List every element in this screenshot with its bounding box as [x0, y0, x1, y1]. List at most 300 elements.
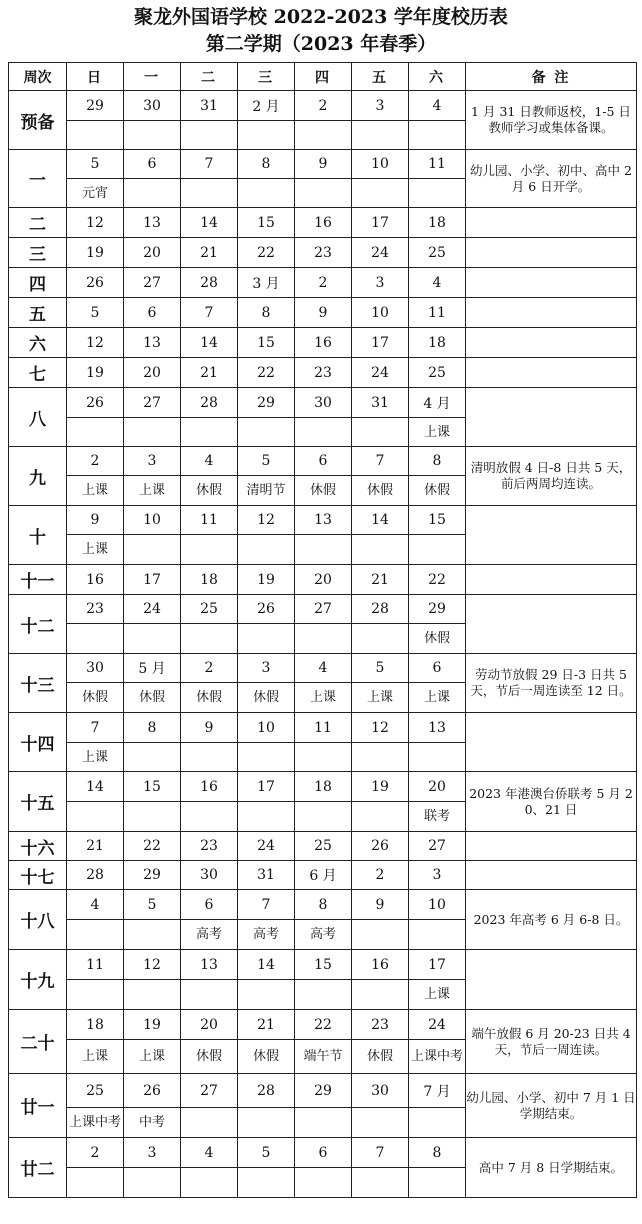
day-cell: 19: [67, 238, 124, 268]
day-event-cell: [181, 121, 238, 150]
day-cell: 18: [295, 772, 352, 802]
day-event-cell: [352, 920, 409, 950]
day-cell: 21: [352, 565, 409, 595]
day-event-cell: 休假: [124, 683, 181, 713]
day-event-cell: [352, 980, 409, 1010]
day-cell: 5 月: [124, 654, 181, 683]
day-cell: 10: [238, 713, 295, 743]
day-cell: 28: [181, 268, 238, 298]
day-event-cell: [352, 418, 409, 447]
week-row: [9, 298, 637, 328]
week-label: 六: [9, 328, 67, 358]
day-cell: 17: [238, 772, 295, 802]
week-label: 八: [9, 388, 67, 447]
day-event-cell: [295, 624, 352, 654]
week-label: 十五: [9, 772, 67, 832]
note-cell: [466, 861, 637, 890]
day-event-cell: 休假: [295, 476, 352, 506]
day-cell: 20: [124, 238, 181, 268]
day-event-cell: 联考: [409, 802, 466, 832]
day-cell: 9: [67, 506, 124, 535]
day-cell: 12: [238, 506, 295, 535]
note-cell: [466, 298, 637, 328]
day-event-cell: [295, 121, 352, 150]
day-event-cell: [238, 980, 295, 1010]
day-cell: 21: [67, 832, 124, 861]
day-cell: 7: [352, 1138, 409, 1168]
day-cell: 18: [409, 208, 466, 238]
day-cell: 25: [181, 595, 238, 624]
day-cell: 3: [352, 91, 409, 121]
week-label: 二: [9, 208, 67, 238]
day-cell: 5: [124, 890, 181, 920]
day-event-cell: [181, 535, 238, 565]
week-label: 十: [9, 506, 67, 565]
title-line-2: 第二学期（2023 年春季）: [205, 33, 437, 55]
day-event-cell: 清明节: [238, 476, 295, 506]
day-event-cell: 上课: [67, 743, 124, 772]
week-label: 十四: [9, 713, 67, 772]
day-cell: 9: [352, 890, 409, 920]
day-cell: 8: [238, 150, 295, 179]
day-cell: 5: [67, 150, 124, 179]
day-cell: 30: [295, 388, 352, 418]
day-cell: 28: [181, 388, 238, 418]
day-cell: 15: [124, 772, 181, 802]
day-cell: 13: [409, 713, 466, 743]
week-label: 一: [9, 150, 67, 208]
week-row: [9, 358, 637, 388]
day-event-cell: [295, 980, 352, 1010]
day-event-cell: [124, 743, 181, 772]
day-cell: 21: [181, 238, 238, 268]
header-notes: 备 注: [466, 63, 637, 91]
day-event-cell: [295, 1108, 352, 1138]
day-cell: 2: [295, 268, 352, 298]
day-cell: 8: [124, 713, 181, 743]
day-cell: 14: [181, 328, 238, 358]
week-row: [9, 1138, 637, 1168]
day-event-cell: 中考: [124, 1108, 181, 1138]
week-row: [9, 713, 637, 743]
note-cell: [466, 713, 637, 772]
week-label: 廿二: [9, 1138, 67, 1198]
day-event-cell: [409, 535, 466, 565]
title-line-1: 聚龙外国语学校 2022-2023 学年度校历表: [134, 6, 508, 28]
day-cell: 5: [352, 654, 409, 683]
header-tue: 二: [181, 63, 238, 91]
day-cell: 13: [181, 950, 238, 980]
day-cell: 10: [352, 150, 409, 179]
day-cell: 18: [67, 1010, 124, 1040]
day-cell: 7: [181, 298, 238, 328]
day-event-cell: 元宵: [67, 179, 124, 208]
header-week: 周次: [9, 63, 67, 91]
day-cell: 17: [352, 328, 409, 358]
day-event-cell: [295, 743, 352, 772]
day-cell: 16: [295, 208, 352, 238]
week-label: 二十: [9, 1010, 67, 1074]
week-label: 廿一: [9, 1074, 67, 1138]
note-cell: 清明放假 4 日-8 日共 5 天，前后两周均连读。: [466, 447, 637, 506]
day-cell: 25: [409, 358, 466, 388]
day-event-cell: [124, 179, 181, 208]
day-cell: 25: [67, 1074, 124, 1108]
day-cell: 16: [295, 328, 352, 358]
day-event-cell: [238, 624, 295, 654]
week-row: [9, 861, 637, 890]
day-cell: 8: [409, 447, 466, 476]
day-cell: 27: [409, 832, 466, 861]
day-event-cell: 上课: [124, 476, 181, 506]
note-cell: [466, 268, 637, 298]
calendar-table-wrapper: [8, 62, 637, 1198]
day-event-cell: [181, 743, 238, 772]
day-cell: 17: [409, 950, 466, 980]
day-event-cell: [352, 743, 409, 772]
week-row: [9, 150, 637, 179]
day-cell: 16: [181, 772, 238, 802]
day-cell: 18: [181, 565, 238, 595]
note-cell: [466, 358, 637, 388]
day-cell: 3: [409, 861, 466, 890]
day-event-cell: [238, 1168, 295, 1198]
day-event-cell: [409, 179, 466, 208]
day-cell: 29: [295, 1074, 352, 1108]
day-cell: 17: [124, 565, 181, 595]
day-cell: 26: [352, 832, 409, 861]
day-cell: 27: [295, 595, 352, 624]
day-cell: 29: [409, 595, 466, 624]
week-label: 十八: [9, 890, 67, 950]
week-row: [9, 328, 637, 358]
day-event-cell: [295, 418, 352, 447]
day-event-cell: [238, 179, 295, 208]
day-cell: 31: [181, 91, 238, 121]
day-event-cell: [238, 535, 295, 565]
week-label: 三: [9, 238, 67, 268]
note-cell: 1 月 31 日教师返校，1-5 日教师学习或集体备课。: [466, 91, 637, 150]
day-cell: 4: [181, 1138, 238, 1168]
day-cell: 21: [181, 358, 238, 388]
day-cell: 5: [238, 447, 295, 476]
day-event-cell: [295, 179, 352, 208]
day-cell: 11: [67, 950, 124, 980]
day-event-cell: [352, 802, 409, 832]
day-event-cell: [352, 121, 409, 150]
note-cell: [466, 595, 637, 654]
header-thu: 四: [295, 63, 352, 91]
day-cell: 4: [295, 654, 352, 683]
day-cell: 7: [352, 447, 409, 476]
day-cell: 6: [295, 447, 352, 476]
day-cell: 24: [352, 238, 409, 268]
note-cell: 高中 7 月 8 日学期结束。: [466, 1138, 637, 1198]
day-cell: 26: [124, 1074, 181, 1108]
day-cell: 22: [238, 358, 295, 388]
day-event-cell: 上课中考: [67, 1108, 124, 1138]
day-cell: 8: [409, 1138, 466, 1168]
day-cell: 16: [352, 950, 409, 980]
day-event-cell: 上课: [67, 476, 124, 506]
day-cell: 23: [295, 358, 352, 388]
day-cell: 5: [238, 1138, 295, 1168]
day-cell: 12: [67, 328, 124, 358]
day-event-cell: 休假: [409, 476, 466, 506]
day-cell: 30: [181, 861, 238, 890]
day-event-cell: [409, 743, 466, 772]
week-row: [9, 832, 637, 861]
week-row: [9, 654, 637, 683]
day-cell: 3: [238, 654, 295, 683]
day-event-cell: [67, 418, 124, 447]
day-event-cell: 上课: [67, 535, 124, 565]
day-event-cell: [352, 179, 409, 208]
day-cell: 3: [124, 447, 181, 476]
day-event-cell: 高考: [238, 920, 295, 950]
day-cell: 11: [409, 298, 466, 328]
day-cell: 7 月: [409, 1074, 466, 1108]
note-cell: 劳动节放假 29 日-3 日共 5 天，节后一周连读至 12 日。: [466, 654, 637, 713]
note-cell: 幼儿园、小学、初中、高中 2 月 6 日开学。: [466, 150, 637, 208]
week-label: 七: [9, 358, 67, 388]
day-cell: 5: [67, 298, 124, 328]
day-cell: 27: [181, 1074, 238, 1108]
day-cell: 6: [181, 890, 238, 920]
day-cell: 2: [181, 654, 238, 683]
day-cell: 8: [295, 890, 352, 920]
day-event-cell: 休假: [409, 624, 466, 654]
day-cell: 11: [409, 150, 466, 179]
week-row: [9, 890, 637, 920]
day-cell: 28: [352, 595, 409, 624]
note-cell: [466, 832, 637, 861]
day-cell: 27: [124, 268, 181, 298]
week-row: [9, 238, 637, 268]
week-row: [9, 772, 637, 802]
day-event-cell: [352, 535, 409, 565]
day-event-cell: [67, 624, 124, 654]
day-cell: 9: [181, 713, 238, 743]
day-event-cell: 上课: [67, 1040, 124, 1074]
day-event-cell: 休假: [181, 1040, 238, 1074]
day-cell: 12: [352, 713, 409, 743]
day-cell: 15: [238, 208, 295, 238]
day-cell: 10: [409, 890, 466, 920]
day-event-cell: 上课: [409, 683, 466, 713]
day-cell: 28: [67, 861, 124, 890]
day-event-cell: [295, 1168, 352, 1198]
day-cell: 11: [181, 506, 238, 535]
day-cell: 24: [409, 1010, 466, 1040]
day-event-cell: 上课: [409, 418, 466, 447]
day-cell: 3: [124, 1138, 181, 1168]
day-event-cell: [67, 1168, 124, 1198]
day-cell: 30: [124, 91, 181, 121]
day-cell: 22: [409, 565, 466, 595]
day-cell: 20: [409, 772, 466, 802]
day-cell: 18: [409, 328, 466, 358]
day-cell: 12: [124, 950, 181, 980]
day-event-cell: 上课: [124, 1040, 181, 1074]
day-event-cell: [352, 1108, 409, 1138]
day-event-cell: [409, 1108, 466, 1138]
week-row: [9, 447, 637, 476]
week-label: 九: [9, 447, 67, 506]
day-event-cell: [67, 920, 124, 950]
day-cell: 4: [409, 91, 466, 121]
day-cell: 6 月: [295, 861, 352, 890]
day-cell: 19: [124, 1010, 181, 1040]
day-event-cell: 休假: [352, 476, 409, 506]
day-cell: 6: [124, 298, 181, 328]
week-row: [9, 91, 637, 121]
day-cell: 24: [352, 358, 409, 388]
note-cell: [466, 506, 637, 565]
note-cell: 2023 年港澳台侨联考 5 月 20、21 日: [466, 772, 637, 832]
day-event-cell: [295, 802, 352, 832]
day-cell: 2: [352, 861, 409, 890]
day-cell: 2 月: [238, 91, 295, 121]
week-row: [9, 1010, 637, 1040]
day-cell: 22: [238, 238, 295, 268]
school-calendar-table: [8, 62, 637, 1198]
note-cell: [466, 388, 637, 447]
note-cell: 端午放假 6 月 20-23 日共 4 天，节后一周连读。: [466, 1010, 637, 1074]
week-label: 十六: [9, 832, 67, 861]
header-fri: 五: [352, 63, 409, 91]
note-cell: [466, 950, 637, 1010]
day-event-cell: [124, 1168, 181, 1198]
day-event-cell: [238, 743, 295, 772]
week-label: 十一: [9, 565, 67, 595]
day-event-cell: [352, 624, 409, 654]
day-cell: 13: [124, 208, 181, 238]
day-cell: 19: [352, 772, 409, 802]
day-cell: 6: [409, 654, 466, 683]
day-event-cell: [238, 418, 295, 447]
day-cell: 19: [238, 565, 295, 595]
day-event-cell: 上课: [409, 980, 466, 1010]
day-event-cell: [409, 920, 466, 950]
day-cell: 21: [238, 1010, 295, 1040]
day-cell: 22: [124, 832, 181, 861]
day-cell: 20: [181, 1010, 238, 1040]
day-cell: 14: [181, 208, 238, 238]
day-event-cell: 高考: [295, 920, 352, 950]
day-event-cell: 休假: [181, 476, 238, 506]
day-event-cell: [181, 418, 238, 447]
day-cell: 20: [295, 565, 352, 595]
day-event-cell: [124, 624, 181, 654]
week-row: [9, 565, 637, 595]
day-event-cell: 休假: [238, 683, 295, 713]
week-label: 五: [9, 298, 67, 328]
day-cell: 16: [67, 565, 124, 595]
day-cell: 2: [67, 1138, 124, 1168]
day-cell: 23: [352, 1010, 409, 1040]
week-row: [9, 268, 637, 298]
day-cell: 14: [67, 772, 124, 802]
day-cell: 20: [124, 358, 181, 388]
day-cell: 31: [238, 861, 295, 890]
day-event-cell: [181, 179, 238, 208]
week-label: 十七: [9, 861, 67, 890]
week-label: 预备: [9, 91, 67, 150]
week-row: [9, 388, 637, 418]
day-cell: 12: [67, 208, 124, 238]
day-event-cell: 端午节: [295, 1040, 352, 1074]
day-cell: 15: [238, 328, 295, 358]
day-cell: 9: [295, 298, 352, 328]
week-label: 十九: [9, 950, 67, 1010]
note-cell: 幼儿园、小学、初中 7 月 1 日学期结束。: [466, 1074, 637, 1138]
week-label: 十三: [9, 654, 67, 713]
day-event-cell: [409, 121, 466, 150]
day-event-cell: [238, 802, 295, 832]
day-cell: 27: [124, 388, 181, 418]
day-cell: 4: [409, 268, 466, 298]
day-cell: 29: [67, 91, 124, 121]
day-event-cell: [124, 980, 181, 1010]
day-cell: 26: [238, 595, 295, 624]
day-cell: 6: [295, 1138, 352, 1168]
day-cell: 30: [352, 1074, 409, 1108]
day-event-cell: [238, 121, 295, 150]
day-cell: 10: [352, 298, 409, 328]
note-cell: [466, 565, 637, 595]
day-event-cell: 休假: [238, 1040, 295, 1074]
day-cell: 15: [409, 506, 466, 535]
day-cell: 24: [124, 595, 181, 624]
day-cell: 8: [238, 298, 295, 328]
day-event-cell: 上课中考: [409, 1040, 466, 1074]
day-event-cell: [181, 1108, 238, 1138]
day-cell: 25: [409, 238, 466, 268]
day-cell: 22: [295, 1010, 352, 1040]
day-event-cell: 高考: [181, 920, 238, 950]
week-label: 十二: [9, 595, 67, 654]
week-label: 四: [9, 268, 67, 298]
calendar-body: [9, 91, 637, 1198]
day-cell: 7: [238, 890, 295, 920]
day-event-cell: [124, 418, 181, 447]
day-event-cell: [124, 535, 181, 565]
week-row: [9, 506, 637, 535]
day-event-cell: [124, 802, 181, 832]
day-cell: 6: [124, 150, 181, 179]
day-cell: 13: [295, 506, 352, 535]
header-sat: 六: [409, 63, 466, 91]
week-row: [9, 1074, 637, 1108]
day-cell: 7: [181, 150, 238, 179]
note-cell: 2023 年高考 6 月 6-8 日。: [466, 890, 637, 950]
day-cell: 30: [67, 654, 124, 683]
day-cell: 11: [295, 713, 352, 743]
day-event-cell: [295, 535, 352, 565]
header-mon: 一: [124, 63, 181, 91]
header-wed: 三: [238, 63, 295, 91]
day-event-cell: [181, 624, 238, 654]
day-event-cell: [352, 1168, 409, 1198]
day-cell: 4: [181, 447, 238, 476]
day-event-cell: 休假: [67, 683, 124, 713]
day-event-cell: [67, 802, 124, 832]
day-cell: 4 月: [409, 388, 466, 418]
week-row: [9, 595, 637, 624]
day-event-cell: [124, 121, 181, 150]
day-cell: 23: [295, 238, 352, 268]
